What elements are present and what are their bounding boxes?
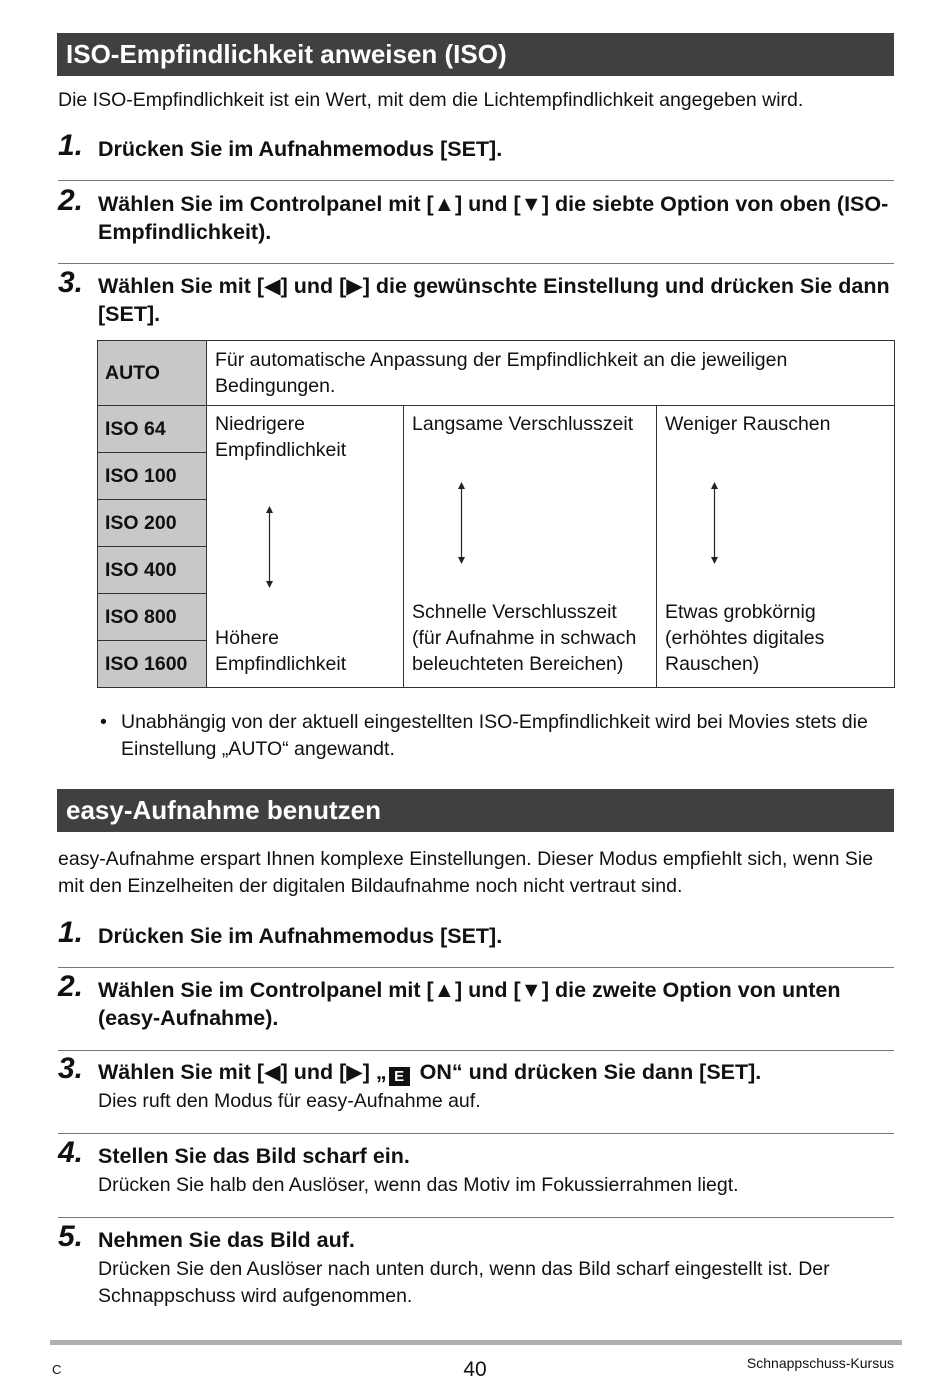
page-number: 40 [463, 1358, 487, 1381]
iso-value: ISO 64 [98, 406, 207, 453]
easy-step-3 [58, 1052, 894, 1115]
footer-left-mark: C [52, 1362, 62, 1377]
sensitivity-high-text: Höhere Empfindlichkeit [215, 627, 347, 675]
easy-step-1 [58, 916, 894, 950]
iso-value: ISO 400 [98, 547, 207, 594]
step-title: Wählen Sie im Controlpanel mit [▲] und [▼] die zweite Option von unten (easy-Aufnahme). [98, 978, 841, 1030]
step-number: 4. [58, 1136, 84, 1169]
section-heading-easy: easy-Aufnahme benutzen [57, 789, 894, 832]
step-title-part: Wählen Sie mit [◀] und [▶] „ [98, 1060, 387, 1084]
step-title: Drücken Sie im Aufnahmemodus [SET]. [98, 924, 503, 948]
step-title: Wählen Sie im Controlpanel mit [▲] und [▼] die siebte Option von oben (ISO-Empfindlichkeit). [98, 192, 889, 244]
step-title: Drücken Sie im Aufnahmemodus [SET]. [98, 137, 503, 161]
iso-step-3 [58, 266, 894, 328]
step-description: Dies ruft den Modus für easy-Aufnahme auf. [98, 1090, 481, 1112]
step-number: 2. [58, 184, 84, 217]
step-number: 2. [58, 970, 84, 1003]
iso-step-2 [58, 184, 894, 246]
divider [58, 180, 894, 181]
step-number: 1. [58, 916, 84, 949]
iso-settings-table [97, 340, 895, 688]
noise-column [657, 406, 895, 688]
step-title-part: ON“ und drücken Sie dann [SET]. [413, 1060, 762, 1084]
step-number: 1. [58, 129, 84, 162]
step-description: Drücken Sie halb den Auslöser, wenn das Motiv im Fokussierrahmen liegt. [98, 1174, 739, 1196]
easy-mode-icon: E [389, 1067, 410, 1086]
easy-step-4 [58, 1136, 894, 1199]
iso-auto-label: AUTO [98, 341, 207, 406]
step-title: Stellen Sie das Bild scharf ein. [98, 1144, 410, 1168]
bullet-text: Unabhängig von der aktuell eingestellten ISO-Empfindlichkeit wird bei Movies stets die Einstellung „AUTO“ angewandt. [121, 711, 868, 760]
iso-value: ISO 200 [98, 500, 207, 547]
step-title [98, 1058, 894, 1086]
noise-high-text: Etwas grobkörnig (erhöhtes digitales Rauschen) [665, 601, 825, 675]
shutter-slow-text: Langsame Verschlusszeit [412, 413, 634, 435]
divider [58, 1133, 894, 1134]
step-description: Drücken Sie den Auslöser nach unten durch, wenn das Bild scharf eingestellt ist. Der Schnappschuss wird aufgenommen. [98, 1258, 830, 1307]
footer-chapter: Schnappschuss-Kursus [746, 1355, 894, 1371]
section-heading-iso: ISO-Empfindlichkeit anweisen (ISO) [57, 33, 894, 76]
section-intro-easy: easy-Aufnahme erspart Ihnen komplexe Einstellungen. Dieser Modus empfiehlt sich, wenn Sie mit den Einzelheiten der digitalen Bildaufnahme noch nicht vertraut sind. [58, 848, 874, 897]
section-intro-iso: Die ISO-Empfindlichkeit ist ein Wert, mit dem die Lichtempfindlichkeit angegeben wird. [58, 89, 804, 111]
shutter-fast-text: Schnelle Verschlusszeit (für Aufnahme in schwach beleuchteten Bereichen) [412, 601, 637, 675]
easy-step-2 [58, 970, 894, 1032]
step-title: Nehmen Sie das Bild auf. [98, 1228, 355, 1252]
sensitivity-low-text: Niedrigere Empfindlichkeit [215, 413, 347, 461]
iso-value: ISO 100 [98, 453, 207, 500]
divider [58, 967, 894, 968]
step-number: 5. [58, 1220, 84, 1253]
double-arrow-icon [457, 482, 466, 564]
sensitivity-column [207, 406, 404, 688]
step-number: 3. [58, 266, 84, 299]
divider [58, 1217, 894, 1218]
iso-auto-description: Für automatische Anpassung der Empfindlichkeit an die jeweiligen Bedingungen. [207, 341, 895, 406]
shutter-column [404, 406, 657, 688]
divider [58, 1050, 894, 1051]
easy-step-5 [58, 1220, 894, 1310]
iso-step-1 [58, 129, 894, 163]
noise-low-text: Weniger Rauschen [665, 413, 831, 435]
step-number: 3. [58, 1052, 84, 1085]
double-arrow-icon [265, 506, 274, 588]
bullet-note [100, 709, 890, 762]
iso-value: ISO 1600 [98, 641, 207, 688]
double-arrow-icon [710, 482, 719, 564]
bullet-dot-icon: • [100, 711, 107, 733]
iso-value: ISO 800 [98, 594, 207, 641]
divider [58, 263, 894, 264]
footer-divider [50, 1340, 902, 1345]
step-title: Wählen Sie mit [◀] und [▶] die gewünschte Einstellung und drücken Sie dann [SET]. [98, 274, 890, 326]
